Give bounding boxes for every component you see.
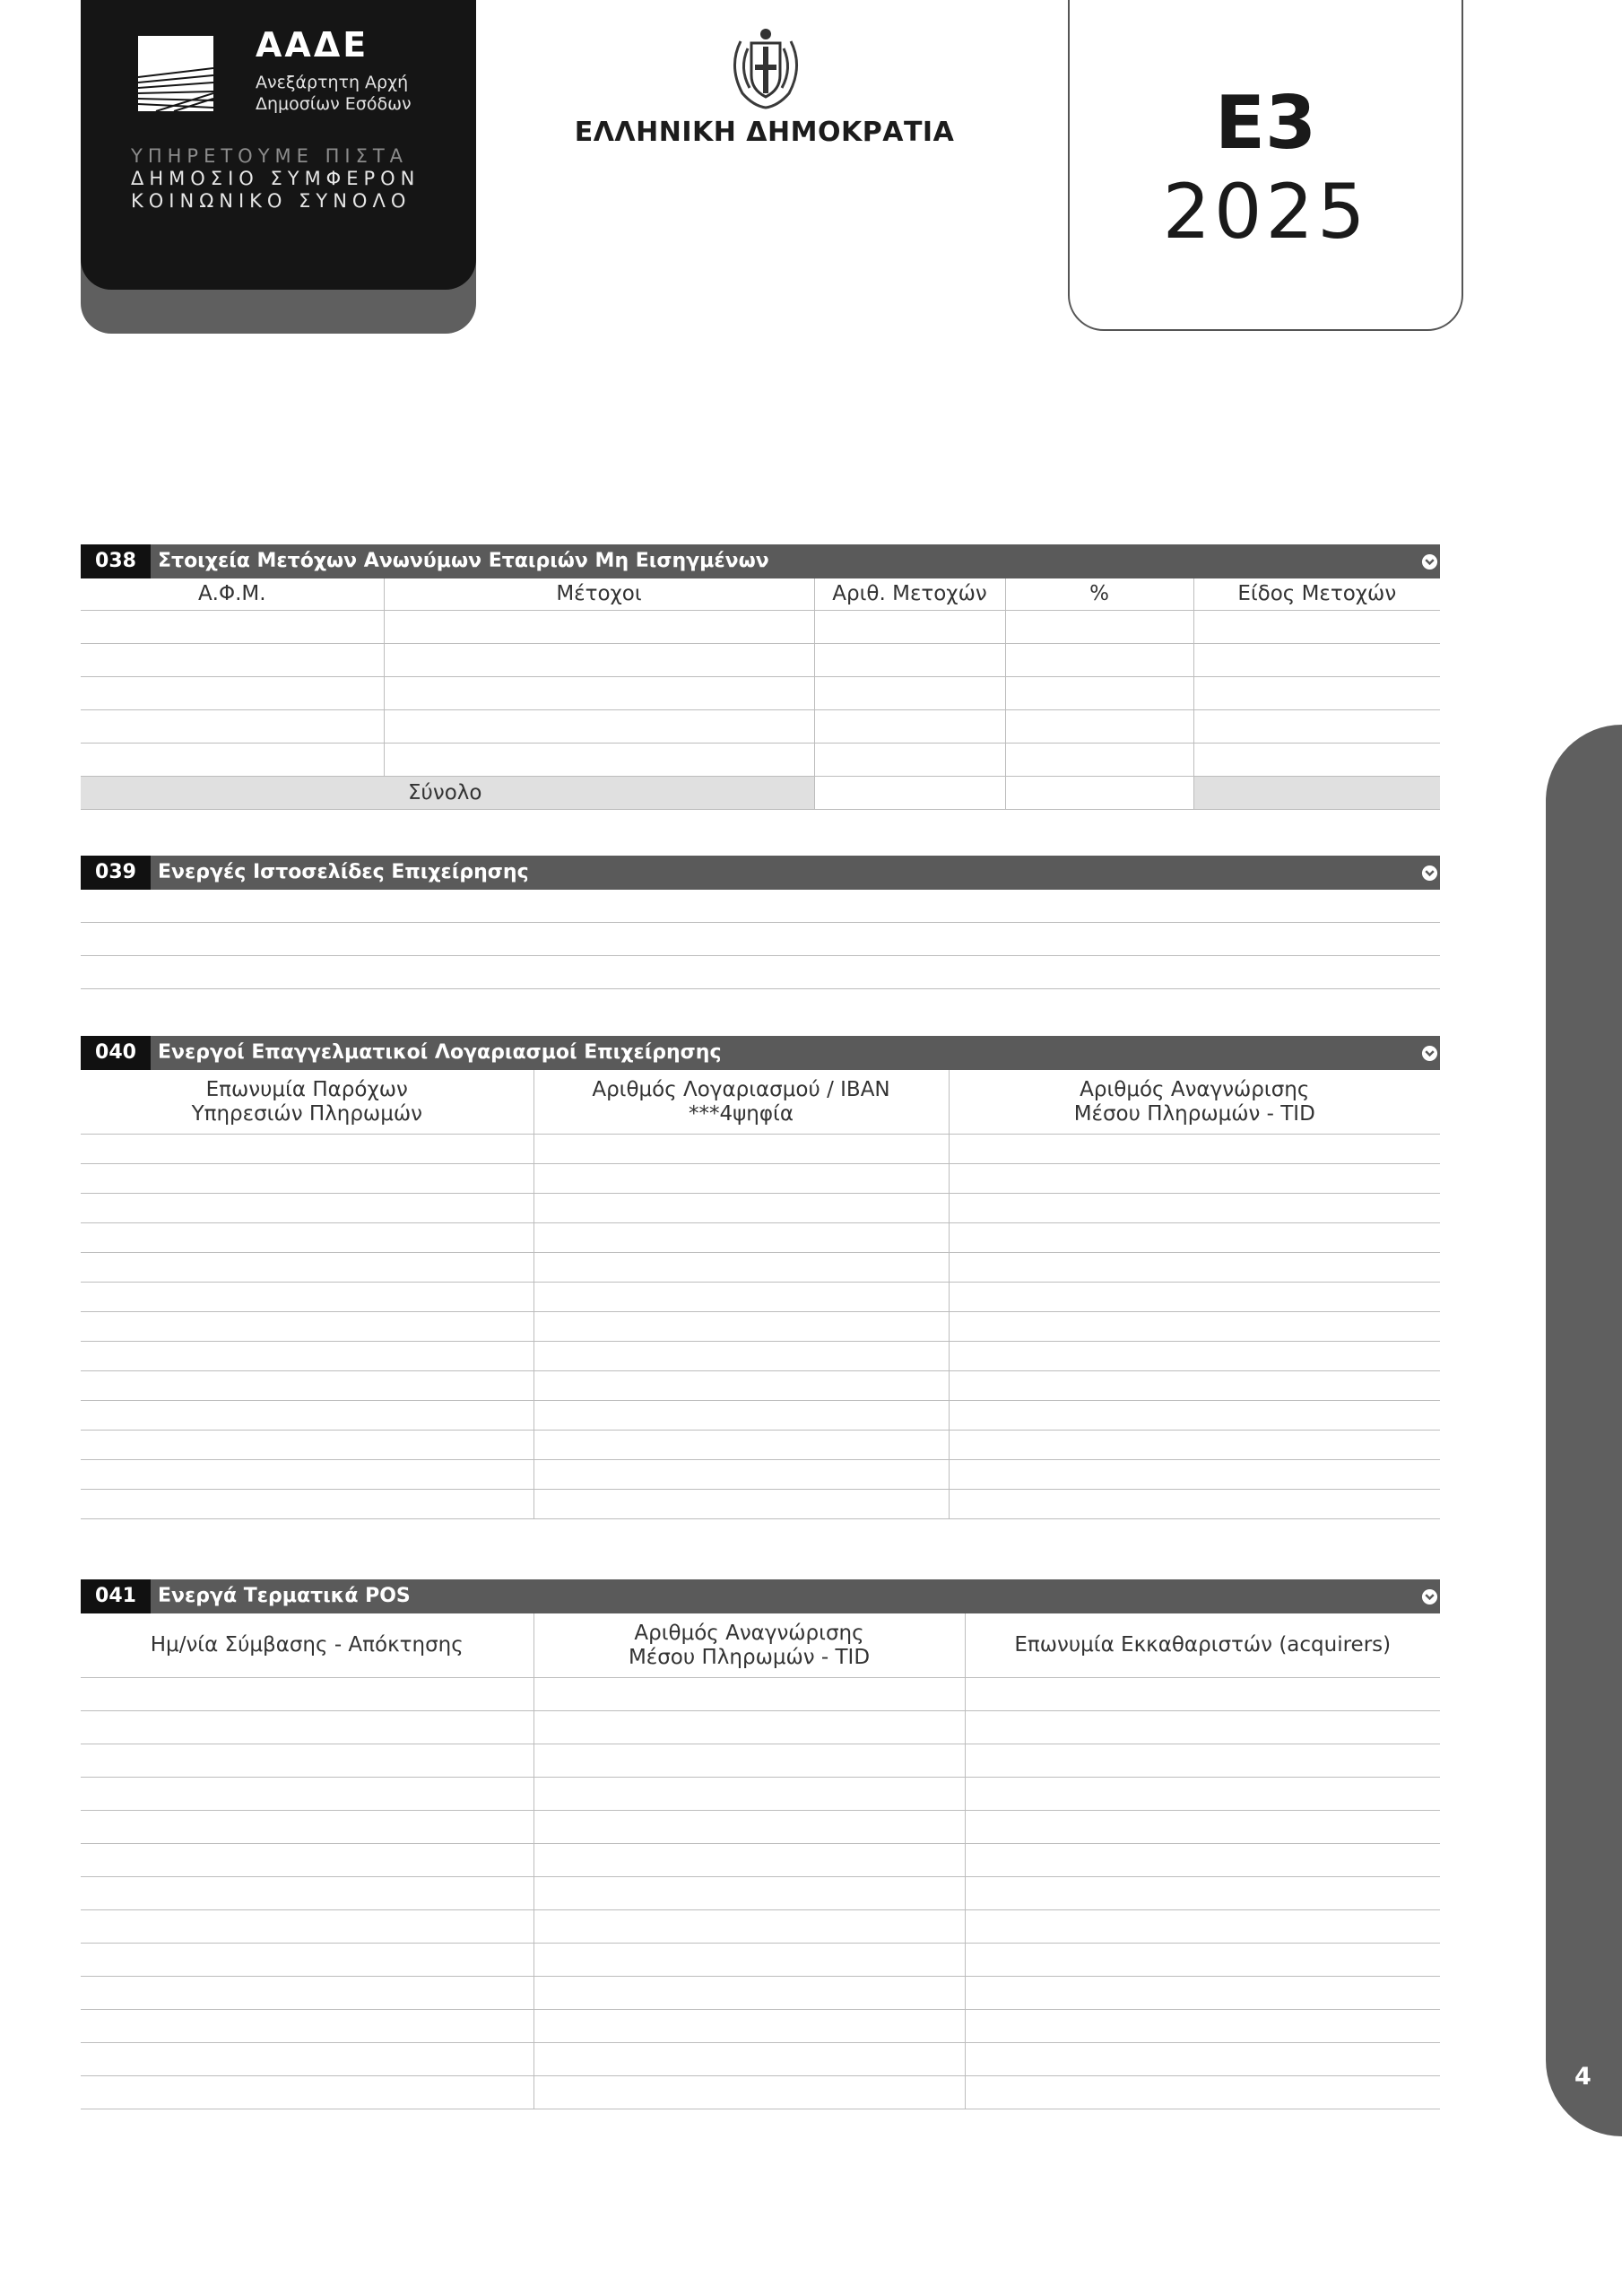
- table-row[interactable]: [81, 1877, 1440, 1910]
- website-cell[interactable]: [81, 956, 1440, 989]
- cell[interactable]: [533, 1312, 949, 1342]
- cell[interactable]: [533, 1342, 949, 1371]
- cell[interactable]: [533, 1490, 949, 1519]
- col-acquirers: Επωνυμία Εκκαθαριστών (acquirers): [965, 1613, 1440, 1678]
- motto-line3: ΚΟΙΝΩΝΙΚΟ ΣΥΝΟΛΟ: [131, 190, 412, 212]
- cell[interactable]: [533, 1678, 965, 1711]
- cell[interactable]: [533, 1460, 949, 1490]
- cell[interactable]: [533, 1910, 965, 1944]
- cell[interactable]: [1193, 611, 1440, 644]
- section-title: Ενεργά Τερματικά POS: [158, 1585, 411, 1607]
- cell[interactable]: [1193, 744, 1440, 777]
- cell[interactable]: [949, 1401, 1440, 1431]
- table-row[interactable]: [81, 890, 1440, 923]
- section-038-shareholders: [81, 544, 1440, 810]
- table-row[interactable]: [81, 677, 1440, 710]
- cell[interactable]: [949, 1253, 1440, 1283]
- table-row[interactable]: [81, 744, 1440, 777]
- greek-coat-of-arms-icon: [721, 23, 811, 111]
- cell[interactable]: [81, 1194, 533, 1223]
- table-row[interactable]: [81, 923, 1440, 956]
- cell[interactable]: [81, 1164, 533, 1194]
- cell[interactable]: [533, 1135, 949, 1164]
- table-row[interactable]: [81, 1944, 1440, 1977]
- republic-title: ΕΛΛΗΝΙΚΗ ΔΗΜΟΚΡΑΤΙΑ: [574, 117, 955, 148]
- motto-line2: ΔΗΜΟΣΙΟ ΣΥΜΦΕΡΟΝ: [131, 168, 421, 189]
- cell[interactable]: [81, 1678, 533, 1711]
- table-row[interactable]: [81, 1910, 1440, 1944]
- cell[interactable]: [533, 1253, 949, 1283]
- cell[interactable]: [533, 1944, 965, 1977]
- table-row[interactable]: [81, 1342, 1440, 1371]
- chevron-down-circle-icon[interactable]: [1421, 865, 1438, 882]
- cell[interactable]: [533, 2076, 965, 2109]
- cell[interactable]: [949, 1223, 1440, 1253]
- section-number: 040: [81, 1036, 151, 1070]
- cell[interactable]: [81, 710, 384, 744]
- cell[interactable]: [81, 1711, 533, 1744]
- table-row[interactable]: [81, 611, 1440, 644]
- cell[interactable]: [1005, 677, 1193, 710]
- cell[interactable]: [81, 1312, 533, 1342]
- col-percent: %: [1005, 578, 1193, 611]
- section-040-accounts: [81, 1036, 1440, 1519]
- section-title: Ενεργοί Επαγγελματικοί Λογαριασμοί Επιχείρησης: [158, 1041, 722, 1064]
- table-row[interactable]: [81, 1371, 1440, 1401]
- table-row[interactable]: [81, 2010, 1440, 2043]
- col-share-count: Αριθ. Μετοχών: [814, 578, 1005, 611]
- table-row[interactable]: [81, 1778, 1440, 1811]
- cell[interactable]: [81, 1342, 533, 1371]
- cell[interactable]: [533, 1778, 965, 1811]
- cell[interactable]: [384, 611, 814, 644]
- table-row[interactable]: [81, 644, 1440, 677]
- cell[interactable]: [1193, 644, 1440, 677]
- website-cell[interactable]: [81, 890, 1440, 923]
- cell[interactable]: [81, 1223, 533, 1253]
- chevron-down-circle-icon[interactable]: [1421, 553, 1438, 570]
- cell[interactable]: [81, 644, 384, 677]
- table-row[interactable]: [81, 1811, 1440, 1844]
- page-number: 4: [1574, 2063, 1592, 2091]
- table-row[interactable]: [81, 1164, 1440, 1194]
- cell[interactable]: [814, 644, 1005, 677]
- side-page-tab: [1546, 725, 1622, 2136]
- cell[interactable]: [81, 1431, 533, 1460]
- total-share-count[interactable]: [814, 777, 1005, 810]
- cell[interactable]: [949, 1135, 1440, 1164]
- cell[interactable]: [533, 1194, 949, 1223]
- table-row[interactable]: [81, 1744, 1440, 1778]
- cell[interactable]: [81, 611, 384, 644]
- section-title: Ενεργές Ιστοσελίδες Επιχείρησης: [158, 861, 529, 883]
- col-afm: Α.Φ.Μ.: [81, 578, 384, 611]
- cell[interactable]: [533, 1431, 949, 1460]
- table-row[interactable]: [81, 1490, 1440, 1519]
- table-row[interactable]: [81, 1135, 1440, 1164]
- cell[interactable]: [81, 1744, 533, 1778]
- col-share-type: Είδος Μετοχών: [1193, 578, 1440, 611]
- cell[interactable]: [533, 2043, 965, 2076]
- cell[interactable]: [384, 644, 814, 677]
- shareholders-table: [81, 578, 1440, 810]
- cell[interactable]: [533, 1223, 949, 1253]
- cell[interactable]: [533, 1164, 949, 1194]
- section-number: 041: [81, 1579, 151, 1613]
- col-tid: Αριθμός Αναγνώρισης Μέσου Πληρωμών - TID: [533, 1613, 965, 1678]
- table-row[interactable]: [81, 956, 1440, 989]
- form-code: Ε3: [1214, 81, 1317, 166]
- cell[interactable]: [533, 1811, 965, 1844]
- cell[interactable]: [965, 1711, 1440, 1744]
- agency-motto: [131, 145, 454, 213]
- cell[interactable]: [965, 1744, 1440, 1778]
- aade-logo-icon: [138, 36, 213, 111]
- total-label-cell: [81, 777, 814, 810]
- cell[interactable]: [533, 1401, 949, 1431]
- table-row[interactable]: [81, 710, 1440, 744]
- cell[interactable]: [965, 1678, 1440, 1711]
- cell[interactable]: [81, 1371, 533, 1401]
- table-row[interactable]: [81, 1194, 1440, 1223]
- total-row: [81, 777, 1440, 810]
- cell[interactable]: [949, 1312, 1440, 1342]
- cell[interactable]: [949, 1371, 1440, 1401]
- cell[interactable]: [949, 1460, 1440, 1490]
- section-title: Στοιχεία Μετόχων Ανωνύμων Εταιριών Μη Εισηγμένων: [158, 550, 769, 572]
- cell[interactable]: [965, 1811, 1440, 1844]
- cell[interactable]: [533, 1844, 965, 1877]
- table-header-row: [81, 1070, 1440, 1135]
- websites-table: [81, 890, 1440, 989]
- cell[interactable]: [384, 744, 814, 777]
- cell[interactable]: [814, 744, 1005, 777]
- cell[interactable]: [965, 2076, 1440, 2109]
- cell[interactable]: [965, 1844, 1440, 1877]
- col-payment-provider: Επωνυμία Παρόχων Υπηρεσιών Πληρωμών: [81, 1070, 533, 1135]
- table-row[interactable]: [81, 1253, 1440, 1283]
- cell[interactable]: [81, 1135, 533, 1164]
- cell[interactable]: [81, 1778, 533, 1811]
- cell[interactable]: [965, 2010, 1440, 2043]
- cell[interactable]: [533, 1877, 965, 1910]
- table-header-row: [81, 1613, 1440, 1678]
- cell[interactable]: [384, 677, 814, 710]
- cell[interactable]: [949, 1490, 1440, 1519]
- total-empty: [1193, 777, 1440, 810]
- section-number: 039: [81, 856, 151, 890]
- cell[interactable]: [81, 1844, 533, 1877]
- table-row[interactable]: [81, 1678, 1440, 1711]
- table-row[interactable]: [81, 1844, 1440, 1877]
- accounts-table: [81, 1070, 1440, 1519]
- table-row[interactable]: [81, 1431, 1440, 1460]
- cell[interactable]: [533, 1977, 965, 2010]
- section-header: [81, 544, 1440, 578]
- cell[interactable]: [814, 611, 1005, 644]
- cell[interactable]: [81, 2076, 533, 2109]
- chevron-down-circle-icon[interactable]: [1421, 1588, 1438, 1605]
- cell[interactable]: [81, 1283, 533, 1312]
- website-cell[interactable]: [81, 923, 1440, 956]
- cell[interactable]: [81, 744, 384, 777]
- motto-line1: ΥΠΗΡΕΤΟΥΜΕ ΠΙΣΤΑ: [131, 145, 409, 167]
- agency-name-line1: Ανεξάρτητη Αρχή: [256, 73, 409, 92]
- cell[interactable]: [81, 677, 384, 710]
- section-number: 038: [81, 544, 151, 578]
- section-header: [81, 1579, 1440, 1613]
- cell[interactable]: [814, 710, 1005, 744]
- cell[interactable]: [949, 1342, 1440, 1371]
- cell[interactable]: [81, 1910, 533, 1944]
- aade-logo-block: [81, 0, 476, 290]
- chevron-down-circle-icon[interactable]: [1421, 1045, 1438, 1062]
- cell[interactable]: [81, 1877, 533, 1910]
- table-row[interactable]: [81, 1977, 1440, 2010]
- section-041-pos-terminals: [81, 1579, 1440, 2109]
- cell[interactable]: [81, 1460, 533, 1490]
- table-row[interactable]: [81, 1283, 1440, 1312]
- cell[interactable]: [965, 1778, 1440, 1811]
- cell[interactable]: [949, 1194, 1440, 1223]
- cell[interactable]: [965, 1977, 1440, 2010]
- cell[interactable]: [1005, 611, 1193, 644]
- cell[interactable]: [1193, 677, 1440, 710]
- section-header: [81, 1036, 1440, 1070]
- cell[interactable]: [965, 1910, 1440, 1944]
- form-id-box: [1068, 0, 1463, 331]
- cell[interactable]: [81, 1811, 533, 1844]
- section-header: [81, 856, 1440, 890]
- table-row[interactable]: [81, 1460, 1440, 1490]
- cell[interactable]: [949, 1283, 1440, 1312]
- table-row[interactable]: [81, 1711, 1440, 1744]
- cell[interactable]: [81, 2010, 533, 2043]
- cell[interactable]: [81, 1977, 533, 2010]
- cell[interactable]: [81, 2043, 533, 2076]
- form-year: 2025: [1162, 168, 1369, 256]
- cell[interactable]: [81, 1944, 533, 1977]
- table-row[interactable]: [81, 2043, 1440, 2076]
- cell[interactable]: [384, 710, 814, 744]
- cell[interactable]: [533, 1711, 965, 1744]
- table-row[interactable]: [81, 1223, 1440, 1253]
- cell[interactable]: [533, 1744, 965, 1778]
- pos-table: [81, 1613, 1440, 2109]
- cell[interactable]: [949, 1164, 1440, 1194]
- agency-acronym: ΑΑΔΕ: [256, 25, 369, 65]
- agency-name-line2: Δημοσίων Εσόδων: [256, 94, 412, 114]
- cell[interactable]: [965, 1944, 1440, 1977]
- section-039-websites: [81, 856, 1440, 989]
- cell[interactable]: [81, 1401, 533, 1431]
- table-row[interactable]: [81, 2076, 1440, 2109]
- table-header-row: [81, 578, 1440, 611]
- col-tid: Αριθμός Αναγνώρισης Μέσου Πληρωμών - TID: [949, 1070, 1440, 1135]
- total-percent[interactable]: [1005, 777, 1193, 810]
- cell[interactable]: [533, 1283, 949, 1312]
- cell[interactable]: [949, 1431, 1440, 1460]
- cell[interactable]: [81, 1490, 533, 1519]
- cell[interactable]: [81, 1253, 533, 1283]
- cell[interactable]: [965, 2043, 1440, 2076]
- agency-name: [256, 72, 412, 115]
- cell[interactable]: [965, 1877, 1440, 1910]
- col-shareholders: Μέτοχοι: [384, 578, 814, 611]
- cell[interactable]: [533, 2010, 965, 2043]
- table-row[interactable]: [81, 1312, 1440, 1342]
- cell[interactable]: [814, 677, 1005, 710]
- cell[interactable]: [1005, 710, 1193, 744]
- cell[interactable]: [1005, 744, 1193, 777]
- total-label: Σύνολο: [408, 781, 482, 804]
- table-row[interactable]: [81, 1401, 1440, 1431]
- cell[interactable]: [533, 1371, 949, 1401]
- col-account-iban: Αριθμός Λογαριασμού / IBAN ***4ψηφία: [533, 1070, 949, 1135]
- cell[interactable]: [1005, 644, 1193, 677]
- col-contract-date: Ημ/νία Σύμβασης - Απόκτησης: [81, 1613, 533, 1678]
- cell[interactable]: [1193, 710, 1440, 744]
